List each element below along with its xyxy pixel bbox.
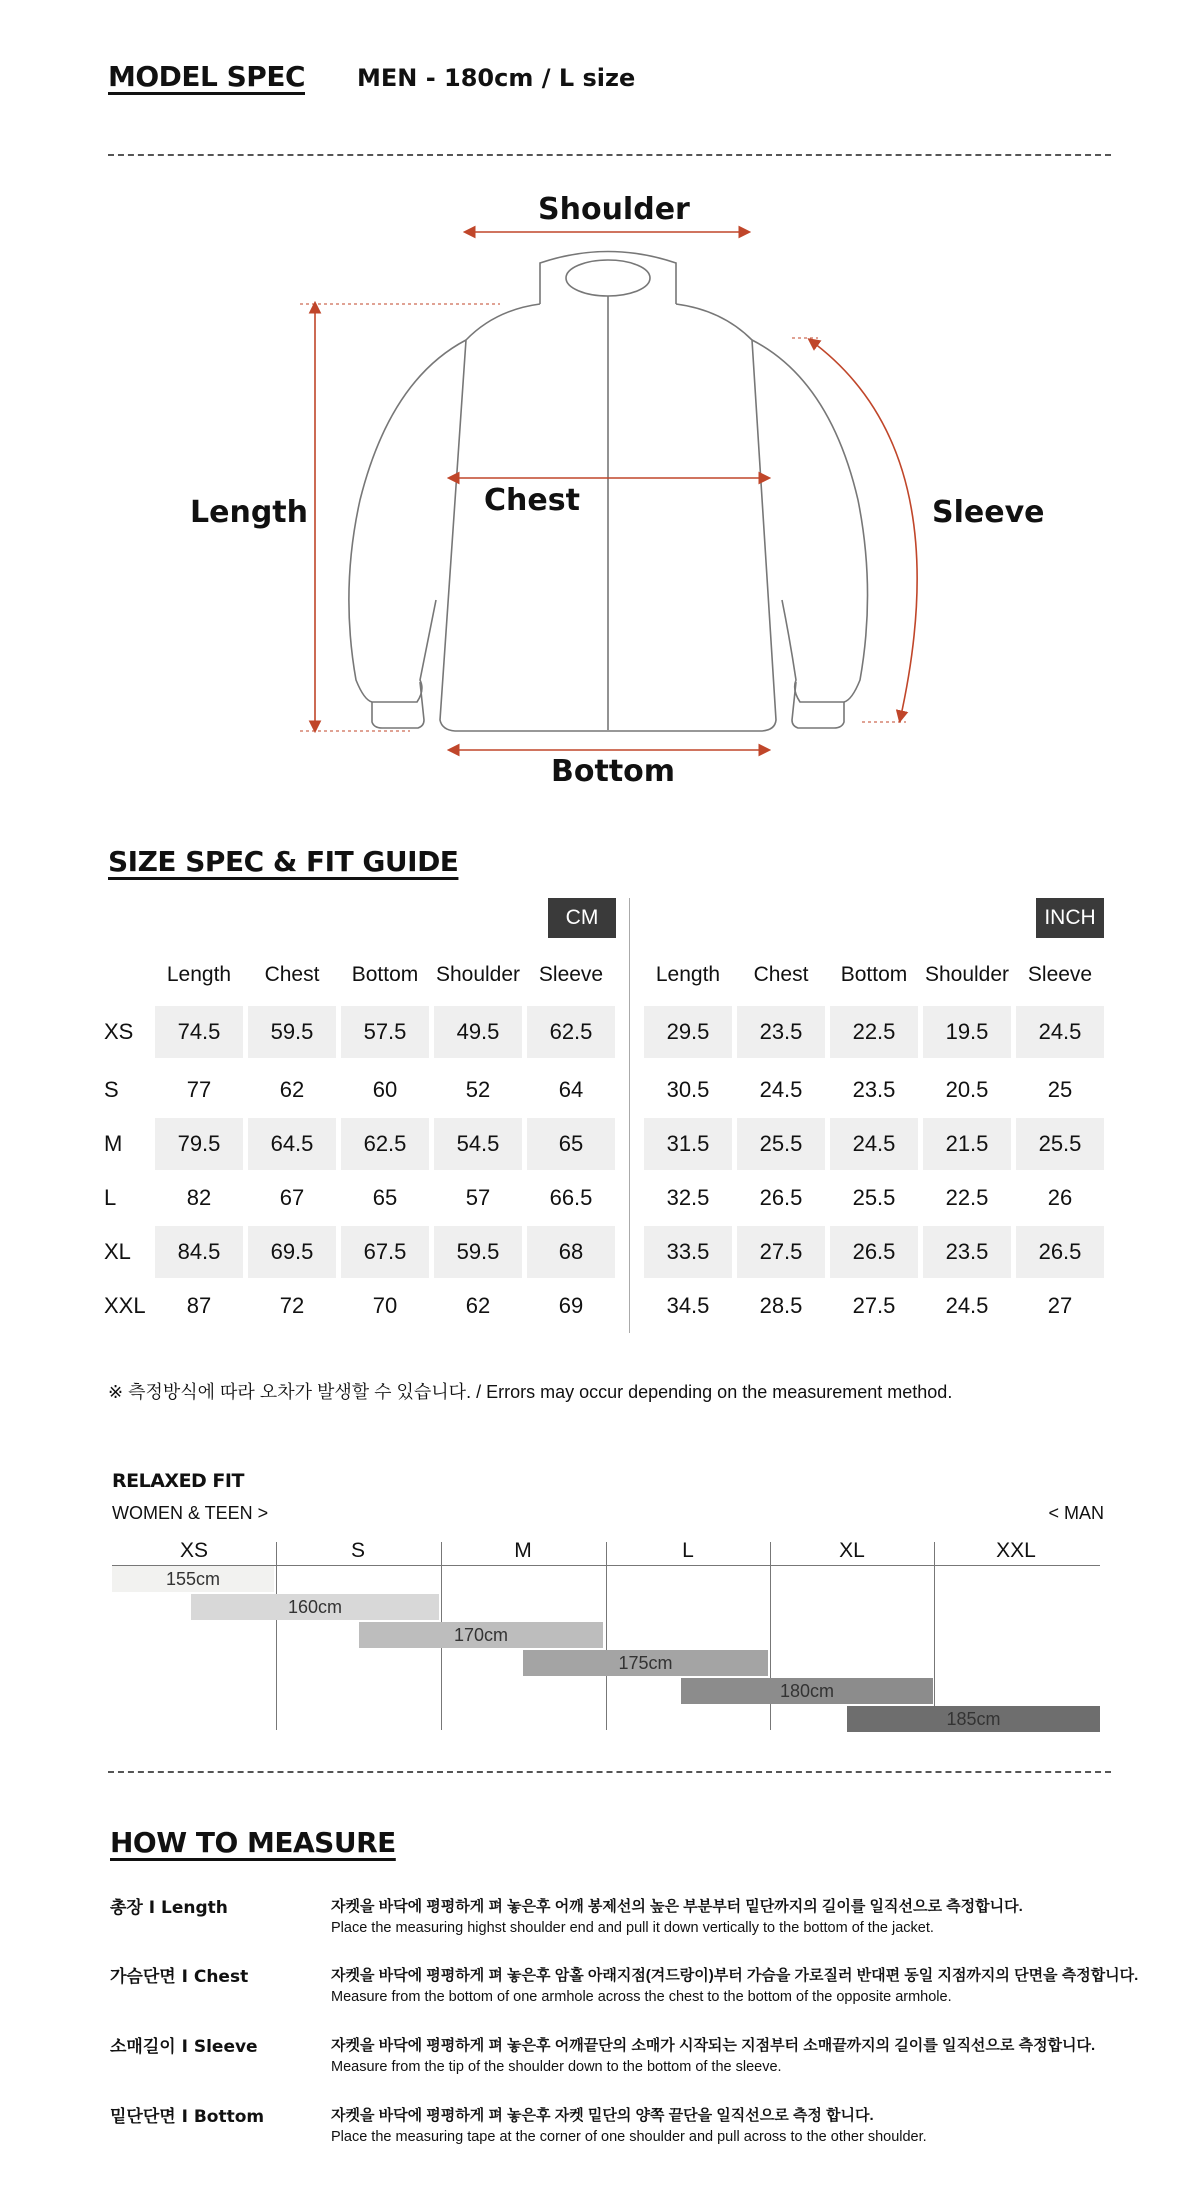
fit-grid-line — [276, 1542, 277, 1730]
model-spec-value: MEN - 180cm / L size — [357, 64, 636, 92]
cm-cell: 68 — [527, 1226, 615, 1278]
measure-desc-en: Place the measuring tape at the corner of one shoulder and pull across to the other shoulder. — [331, 2129, 927, 2145]
cm-cell: 69 — [558, 1293, 584, 1318]
inch-cell: 33.5 — [644, 1226, 732, 1278]
measure-label: 총장 I Length — [110, 1898, 228, 1918]
cm-cell: 59.5 — [248, 1006, 336, 1058]
inch-cell: 28.5 — [759, 1293, 803, 1318]
cm-column-header: Shoulder — [435, 963, 521, 986]
cm-cell: 82 — [186, 1185, 212, 1210]
label-length: Length — [190, 495, 308, 530]
model-spec-title: MODEL SPEC — [108, 60, 305, 93]
fit-height-bar: 180cm — [681, 1678, 933, 1704]
fit-size-label: L — [682, 1539, 694, 1562]
cm-cell: 67 — [279, 1185, 305, 1210]
inch-column-header: Bottom — [840, 963, 908, 986]
inch-column-header: Shoulder — [924, 963, 1010, 986]
jacket-diagram — [0, 170, 1200, 810]
inch-cell: 19.5 — [923, 1006, 1011, 1058]
inch-cell: 20.5 — [945, 1077, 989, 1102]
cm-cell: 67.5 — [341, 1226, 429, 1278]
inch-column-header: Length — [655, 963, 721, 986]
cm-cell: 64 — [558, 1077, 584, 1102]
fit-grid-line — [934, 1542, 935, 1730]
fit-grid-line — [606, 1542, 607, 1730]
inch-cell: 23.5 — [852, 1077, 896, 1102]
measure-label: 가슴단면 I Chest — [110, 1967, 249, 1987]
size-row-label: S — [104, 1077, 119, 1102]
label-sleeve: Sleeve — [932, 495, 1045, 530]
label-shoulder: Shoulder — [538, 192, 690, 227]
cm-cell: 62 — [465, 1293, 491, 1318]
measurement-arrows — [315, 232, 917, 750]
cm-cell: 59.5 — [434, 1226, 522, 1278]
table-divider — [629, 898, 630, 1333]
inch-cell: 26 — [1047, 1185, 1073, 1210]
cm-cell: 70 — [372, 1293, 398, 1318]
cm-cell: 65 — [372, 1185, 398, 1210]
inch-cell: 23.5 — [923, 1226, 1011, 1278]
inch-cell: 32.5 — [666, 1185, 710, 1210]
cm-column-header: Chest — [264, 963, 320, 986]
cm-cell: 79.5 — [155, 1118, 243, 1170]
fit-size-label: M — [514, 1539, 532, 1562]
cm-column-header: Length — [166, 963, 232, 986]
size-row-label: XS — [104, 1019, 134, 1044]
fit-size-label: XS — [179, 1539, 208, 1562]
jacket-outline — [349, 252, 868, 732]
cm-cell: 66.5 — [549, 1185, 593, 1210]
guide-lines — [300, 304, 906, 731]
cm-cell: 72 — [279, 1293, 305, 1318]
divider — [108, 1771, 1111, 1773]
measure-desc-ko: 자켓을 바닥에 평평하게 펴 놓은후 어깨 봉제선의 높은 부분부터 밑단까지의 길이를 일직선으로 측정합니다. — [331, 1898, 1023, 1915]
inch-cell: 23.5 — [737, 1006, 825, 1058]
measure-desc-ko: 자켓을 바닥에 평평하게 펴 놓은후 자켓 밑단의 양쪽 끝단을 일직선으로 측정 합니다. — [331, 2107, 874, 2124]
fit-height-bar: 170cm — [359, 1622, 603, 1648]
fit-height-bar: 160cm — [191, 1594, 439, 1620]
cm-cell: 49.5 — [434, 1006, 522, 1058]
size-row-label: XXL — [104, 1293, 146, 1318]
cm-cell: 57.5 — [341, 1006, 429, 1058]
inch-cell: 27 — [1047, 1293, 1073, 1318]
size-row-label: XL — [104, 1239, 131, 1264]
inch-cell: 24.5 — [945, 1293, 989, 1318]
inch-cell: 24.5 — [830, 1118, 918, 1170]
cm-cell: 77 — [186, 1077, 212, 1102]
inch-cell: 26.5 — [1016, 1226, 1104, 1278]
size-row-label: M — [104, 1131, 123, 1156]
measure-label: 소매길이 I Sleeve — [110, 2037, 258, 2057]
fit-size-label: XL — [839, 1539, 865, 1562]
inch-cell: 26.5 — [830, 1226, 918, 1278]
inch-cell: 22.5 — [945, 1185, 989, 1210]
how-to-measure-title: HOW TO MEASURE — [110, 1826, 396, 1859]
inch-badge: INCH — [1036, 898, 1104, 938]
inch-column-header: Sleeve — [1027, 963, 1093, 986]
cm-cell: 52 — [465, 1077, 491, 1102]
cm-cell: 74.5 — [155, 1006, 243, 1058]
cm-cell: 65 — [527, 1118, 615, 1170]
inch-cell: 25.5 — [852, 1185, 896, 1210]
cm-cell: 57 — [465, 1185, 491, 1210]
inch-column-header: Chest — [753, 963, 809, 986]
inch-cell: 31.5 — [644, 1118, 732, 1170]
fit-height-bar: 175cm — [523, 1650, 768, 1676]
measure-desc-en: Place the measuring highst shoulder end and pull it down vertically to the bottom of the jacket. — [331, 1920, 934, 1936]
fit-height-bar: 185cm — [847, 1706, 1100, 1732]
cm-cell: 64.5 — [248, 1118, 336, 1170]
inch-cell: 34.5 — [666, 1293, 710, 1318]
measure-desc-en: Measure from the bottom of one armhole across the chest to the bottom of the opposite armhole. — [331, 1989, 952, 2005]
inch-cell: 24.5 — [1016, 1006, 1104, 1058]
label-bottom: Bottom — [551, 754, 676, 789]
size-spec-title: SIZE SPEC & FIT GUIDE — [108, 845, 459, 878]
inch-cell: 25.5 — [1016, 1118, 1104, 1170]
cm-cell: 87 — [186, 1293, 212, 1318]
fit-height-bar: 155cm — [112, 1566, 274, 1592]
cm-cell: 60 — [372, 1077, 398, 1102]
cm-cell: 54.5 — [434, 1118, 522, 1170]
inch-cell: 27.5 — [737, 1226, 825, 1278]
size-row-label: L — [104, 1185, 117, 1210]
cm-cell: 62.5 — [527, 1006, 615, 1058]
inch-cell: 29.5 — [644, 1006, 732, 1058]
inch-cell: 25.5 — [737, 1118, 825, 1170]
cm-cell: 62.5 — [341, 1118, 429, 1170]
measure-label: 밑단단면 I Bottom — [110, 2107, 265, 2127]
divider — [108, 154, 1111, 156]
cm-badge: CM — [548, 898, 616, 938]
fit-left-label: WOMEN & TEEN > — [112, 1503, 269, 1523]
fit-size-label: S — [350, 1539, 365, 1562]
label-chest: Chest — [484, 483, 580, 518]
inch-cell: 22.5 — [830, 1006, 918, 1058]
fit-size-label: XXL — [996, 1539, 1036, 1562]
cm-cell: 69.5 — [248, 1226, 336, 1278]
inch-cell: 30.5 — [666, 1077, 710, 1102]
cm-column-header: Sleeve — [538, 963, 604, 986]
inch-cell: 25 — [1047, 1077, 1073, 1102]
measurement-note: ※ 측정방식에 따라 오차가 발생할 수 있습니다. / Errors may occur depending on the measurement method. — [108, 1382, 953, 1402]
fit-title: RELAXED FIT — [112, 1470, 244, 1492]
inch-cell: 27.5 — [852, 1293, 896, 1318]
cm-cell: 62 — [279, 1077, 305, 1102]
measure-desc-ko: 자켓을 바닥에 평평하게 펴 놓은후 암홀 아래지점(겨드랑이)부터 가슴을 가로질러 반대편 동일 지점까지의 단면을 측정합니다. — [331, 1967, 1139, 1984]
fit-right-label: < MAN — [1048, 1503, 1104, 1523]
inch-cell: 24.5 — [759, 1077, 803, 1102]
cm-column-header: Bottom — [351, 963, 419, 986]
measure-desc-en: Measure from the tip of the shoulder down to the bottom of the sleeve. — [331, 2059, 782, 2075]
measure-desc-ko: 자켓을 바닥에 평평하게 펴 놓은후 어깨끝단의 소매가 시작되는 지점부터 소매끝까지의 길이를 일직선으로 측정합니다. — [331, 2037, 1096, 2054]
cm-cell: 84.5 — [155, 1226, 243, 1278]
inch-cell: 21.5 — [923, 1118, 1011, 1170]
inch-cell: 26.5 — [759, 1185, 803, 1210]
